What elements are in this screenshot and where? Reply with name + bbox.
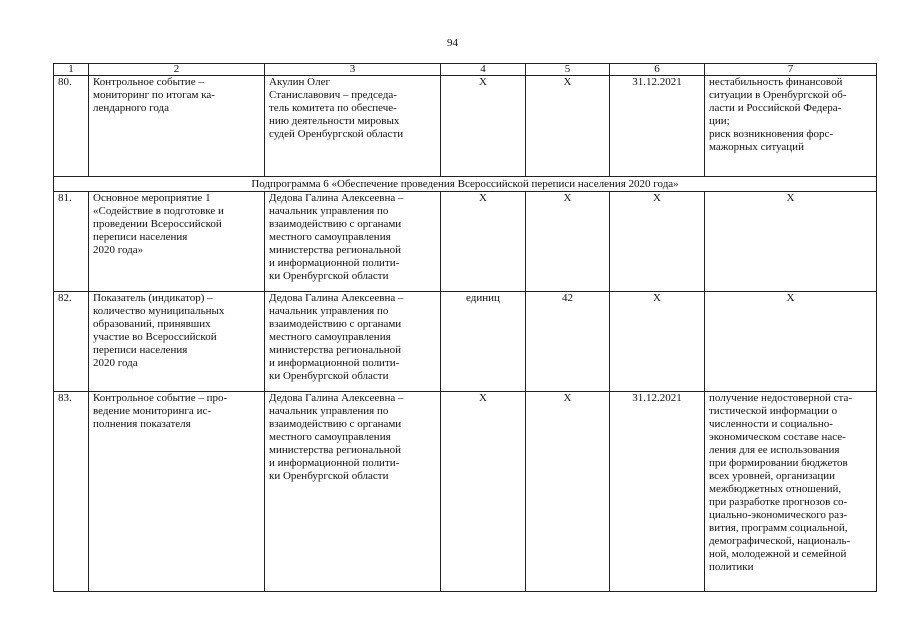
page-number: 94	[447, 37, 458, 49]
cell-col5: Х	[526, 76, 610, 177]
column-header-2: 2	[89, 64, 265, 76]
table-row-83	[54, 392, 877, 592]
column-header-5: 5	[526, 64, 610, 76]
column-header-7: 7	[705, 64, 877, 76]
cell-unit: единиц	[441, 292, 526, 392]
event-name: Основное мероприятие 1 «Содействие в подготовке и проведении Всероссийской переписи населения 2020 года»	[89, 192, 265, 292]
cell-col6: Х	[610, 292, 705, 392]
cell-col7: Х	[705, 192, 877, 292]
risk-description: получение недостоверной ста- тистической информации о численности и социально- экономическом составе насе- ления для ее использования при формировании бюджетов всех уровней, организации межбюджетных отношений, при разработке прогнозов со- циально-экономического раз- вития, программ социальной, демографической, националь- ной, молодежной и семейной политики	[705, 392, 877, 592]
row-number: 83.	[54, 392, 89, 592]
column-header-3: 3	[265, 64, 441, 76]
cell-col4: Х	[441, 392, 526, 592]
table-row-80	[54, 76, 877, 177]
cell-date: 31.12.2021	[610, 392, 705, 592]
event-name: Контрольное событие – мониторинг по итогам ка- лендарного года	[89, 76, 265, 177]
responsible-person: Дедова Галина Алексеевна – начальник управления по взаимодействию с органами местного самоуправления министерства региональной и информационной полити- ки Оренбургской области	[265, 392, 441, 592]
responsible-person: Акулин Олег Станиславович – председа- тель комитета по обеспече- нию деятельности мировых судей Оренбургской области	[265, 76, 441, 177]
column-number-row	[54, 64, 877, 76]
cell-col4: Х	[441, 76, 526, 177]
indicator-name: Показатель (индикатор) – количество муниципальных образований, принявших участие во Всероссийской переписи населения 2020 года	[89, 292, 265, 392]
subprogram-row	[54, 177, 877, 192]
cell-col7: Х	[705, 292, 877, 392]
row-number: 80.	[54, 76, 89, 177]
event-name: Контрольное событие – про- ведение мониторинга ис- полнения показателя	[89, 392, 265, 592]
responsible-person: Дедова Галина Алексеевна – начальник управления по взаимодействию с органами местного самоуправления министерства региональной и информационной полити- ки Оренбургской области	[265, 292, 441, 392]
cell-col6: Х	[610, 192, 705, 292]
cell-col5: Х	[526, 392, 610, 592]
plan-table	[53, 63, 877, 592]
column-header-4: 4	[441, 64, 526, 76]
row-number: 82.	[54, 292, 89, 392]
subprogram-title: Подпрограмма 6 «Обеспечение проведения Всероссийской переписи населения 2020 года»	[54, 177, 877, 192]
cell-value: 42	[526, 292, 610, 392]
cell-date: 31.12.2021	[610, 76, 705, 177]
risk-description: нестабильность финансовой ситуации в Оренбургской об- ласти и Российской Федера- ции; риск возникновения форс- мажорных ситуаций	[705, 76, 877, 177]
row-number: 81.	[54, 192, 89, 292]
column-header-1: 1	[54, 64, 89, 76]
responsible-person: Дедова Галина Алексеевна – начальник управления по взаимодействию с органами местного самоуправления министерства региональной и информационной полити- ки Оренбургской области	[265, 192, 441, 292]
cell-col5: Х	[526, 192, 610, 292]
table-row-82	[54, 292, 877, 392]
table-row-81	[54, 192, 877, 292]
cell-col4: Х	[441, 192, 526, 292]
column-header-6: 6	[610, 64, 705, 76]
